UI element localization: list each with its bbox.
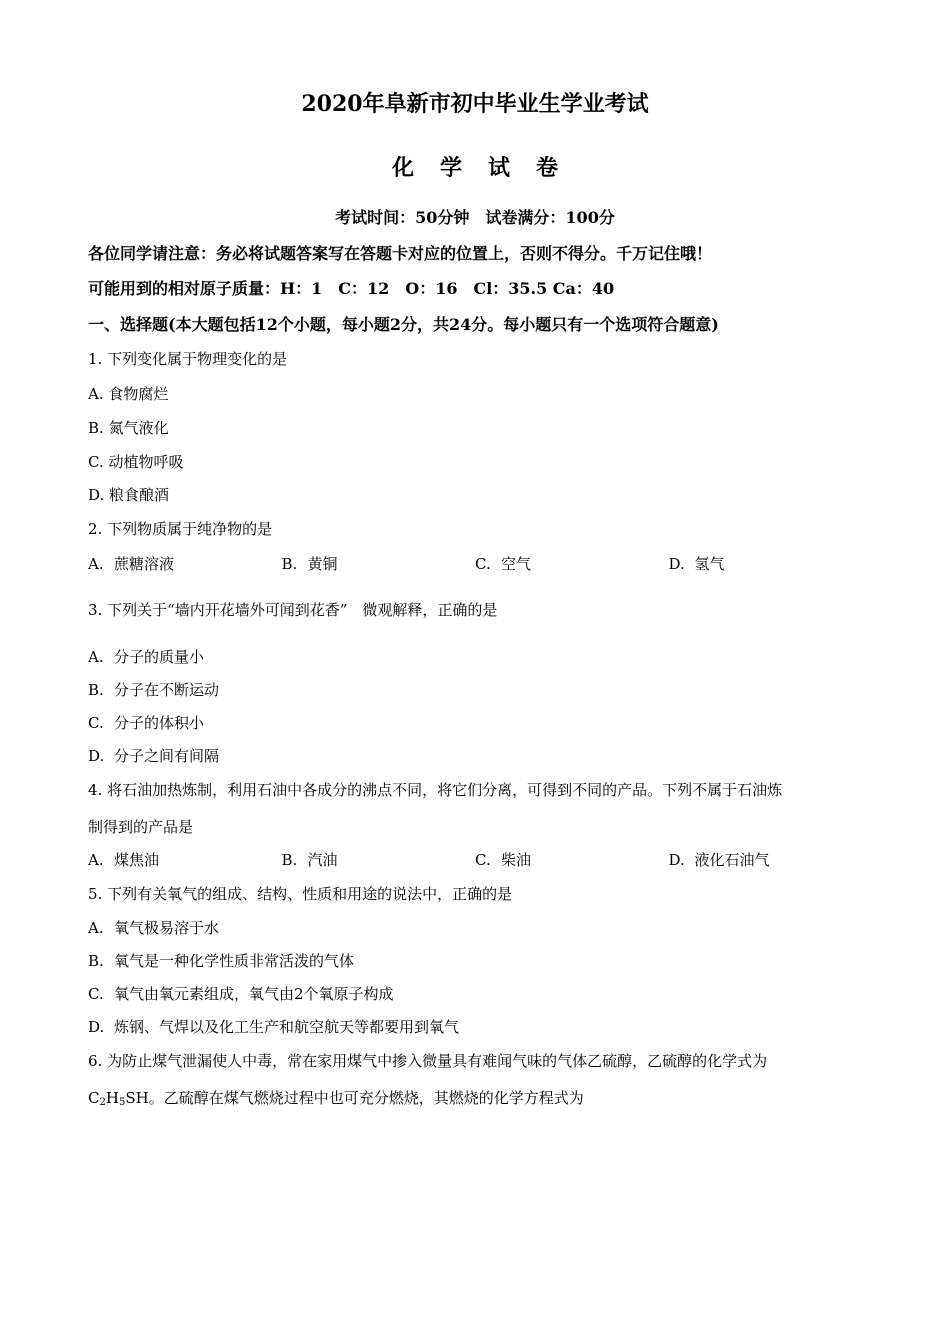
question-5-option-b: B. 氧气是一种化学性质非常活泼的气体 [88, 952, 355, 970]
question-3-option-c: C. 分子的体积小 [88, 714, 205, 732]
question-1-stem: 1. 下列变化属于物理变化的是 [88, 350, 288, 368]
question-3-option-b: B. 分子在不断运动 [88, 681, 220, 699]
question-5-option-c: C. 氧气由氧元素组成，氧气由2个氧原子构成 [88, 985, 394, 1003]
exam-info: 考试时间：50分钟 试卷满分：100分 [335, 208, 615, 227]
ethanethiol-formula: $C_2H_5SH$ [88, 1089, 149, 1108]
question-2-option-a: A. 蔗糖溶液 [88, 555, 175, 573]
notice: 各位同学请注意：务必将试题答案写在答题卡对应的位置上，否则不得分。千万记住哦！ [88, 244, 713, 263]
atomic-masses: 可能用到的相对原子质量：H：1 C：12 O：16 Cl：35.5 Ca：40 [88, 279, 615, 298]
question-3-option-d: D. 分子之间有间隔 [88, 747, 220, 765]
question-2-option-b: B. 黄铜 [281, 555, 338, 573]
question-3-option-a: A. 分子的质量小 [88, 648, 205, 666]
question-3-stem: 3. 下列关于“墙内开花墙外可闻到花香” 微观解释，正确的是 [88, 601, 498, 619]
question-5-stem: 5. 下列有关氧气的组成、结构、性质和用途的说法中，正确的是 [88, 885, 513, 903]
question-2-stem: 2. 下列物质属于纯净物的是 [88, 520, 273, 538]
question-4-option-d: D. 液化石油气 [668, 851, 770, 869]
question-2-option-c: C. 空气 [475, 555, 532, 573]
question-1-option-d: D. 粮食酿酒 [88, 486, 170, 504]
question-1-option-a: A. 食物腐烂 [88, 385, 169, 403]
question-4-option-b: B. 汽油 [281, 851, 338, 869]
question-5-option-d: D. 炼钢、气焊以及化工生产和航空航天等都要用到氧气 [88, 1018, 460, 1036]
question-2-option-d: D. 氢气 [668, 555, 725, 573]
question-1-option-b: B. 氮气液化 [88, 419, 169, 437]
question-6-stem-line1: 6. 为防止煤气泄漏使人中毒，常在家用煤气中掺入微量具有难闻气味的气体乙硫醇，乙硫醇的化学式为 [88, 1052, 768, 1070]
question-1-option-c: C. 动植物呼吸 [88, 453, 184, 471]
section-heading: 一、选择题(本大题包括12个小题，每小题2分，共24分。每小题只有一个选项符合题意) [88, 315, 719, 334]
question-4-option-c: C. 柴油 [475, 851, 532, 869]
question-2-options [88, 554, 862, 574]
question-4-options [88, 850, 862, 870]
question-4-option-a: A. 煤焦油 [88, 851, 160, 869]
question-5-option-a: A. 氧气极易溶于水 [88, 919, 220, 937]
question-6-stem-line2: $C_2H_5SH$。乙硫醇在煤气燃烧过程中也可充分燃烧，其燃烧的化学方程式为 [88, 1089, 584, 1108]
question-4-stem-line2: 制得到的产品是 [88, 818, 194, 836]
subject-title: 化学试卷 [391, 155, 584, 181]
question-4-stem-line1: 4. 将石油加热炼制，利用石油中各成分的沸点不同，将它们分离，可得到不同的产品。下列不属于石油炼 [88, 781, 783, 799]
exam-title: 2020年阜新市初中毕业生学业考试 [301, 91, 649, 117]
